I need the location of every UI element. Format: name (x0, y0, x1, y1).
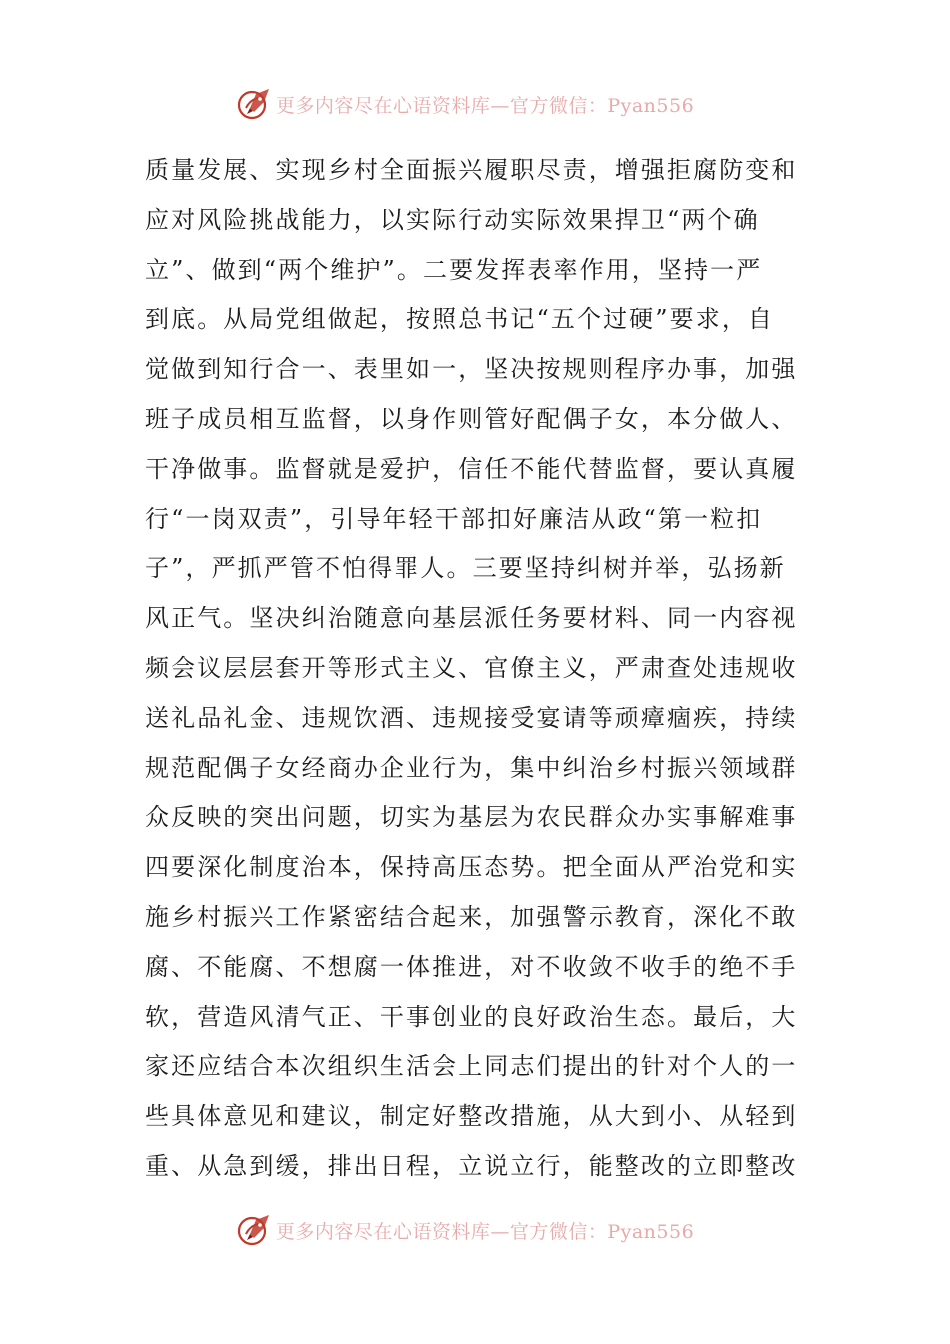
footer-banner (0, 1208, 950, 1252)
footer-banner-text: 更多内容尽在心语资料库—官方微信：Pyan556 (275, 1220, 695, 1243)
text-line: 子”，严抓严管不怕得罪人。三要坚持纠树并举，弘扬新 (145, 554, 786, 583)
text-line: 觉做到知行合一、表里如一，坚决按规则程序办事，加强 (145, 355, 798, 384)
text-line: 干净做事。监督就是爱护，信任不能代替监督，要认真履 (145, 454, 798, 483)
text-line: 软，营造风清气正、干事创业的良好政治生态。最后，大 (145, 1002, 798, 1031)
text-line: 风正气。坚决纠治随意向基层派任务要材料、同一内容视 (145, 604, 798, 633)
text-line: 送礼品礼金、违规饮酒、违规接受宴请等顽瘴痼疾，持续 (145, 703, 798, 732)
header-banner (0, 82, 950, 126)
header-banner-text: 更多内容尽在心语资料库—官方微信：Pyan556 (275, 94, 695, 117)
text-line: 施乡村振兴工作紧密结合起来，加强警示教育，深化不敢 (145, 902, 798, 931)
pen-logo-icon (236, 1212, 272, 1248)
text-line: 家还应结合本次组织生活会上同志们提出的针对个人的一 (145, 1052, 798, 1081)
document-body (145, 146, 825, 1192)
text-line: 些具体意见和建议，制定好整改措施，从大到小、从轻到 (145, 1102, 798, 1131)
text-line: 立”、做到“两个维护”。二要发挥表率作用，坚持一严 (145, 255, 763, 284)
text-line: 行“一岗双责”，引导年轻干部扣好廉洁从政“第一粒扣 (145, 504, 763, 533)
text-line: 规范配偶子女经商办企业行为，集中纠治乡村振兴领域群 (145, 753, 798, 782)
text-line: 频会议层层套开等形式主义、官僚主义，严肃查处违规收 (145, 653, 798, 682)
text-line: 质量发展、实现乡村全面振兴履职尽责，增强拒腐防变和 (145, 156, 798, 184)
pen-logo-icon (236, 86, 272, 122)
text-line: 腐、不能腐、不想腐一体推进，对不收敛不收手的绝不手 (145, 952, 798, 981)
header-banner-content (236, 86, 694, 122)
text-line: 重、从急到缓，排出日程，立说立行，能整改的立即整改 (145, 1151, 798, 1180)
text-line: 到底。从局党组做起，按照总书记“五个过硬”要求，自 (145, 305, 775, 334)
text-line: 四要深化制度治本，保持高压态势。把全面从严治党和实 (145, 853, 798, 882)
text-line: 众反映的突出问题，切实为基层为农民群众办实事解难事 (145, 803, 798, 832)
text-line: 应对风险挑战能力，以实际行动实际效果捍卫“两个确 (145, 205, 760, 234)
footer-banner-content (236, 1212, 694, 1248)
text-line: 班子成员相互监督，以身作则管好配偶子女，本分做人、 (145, 404, 798, 433)
